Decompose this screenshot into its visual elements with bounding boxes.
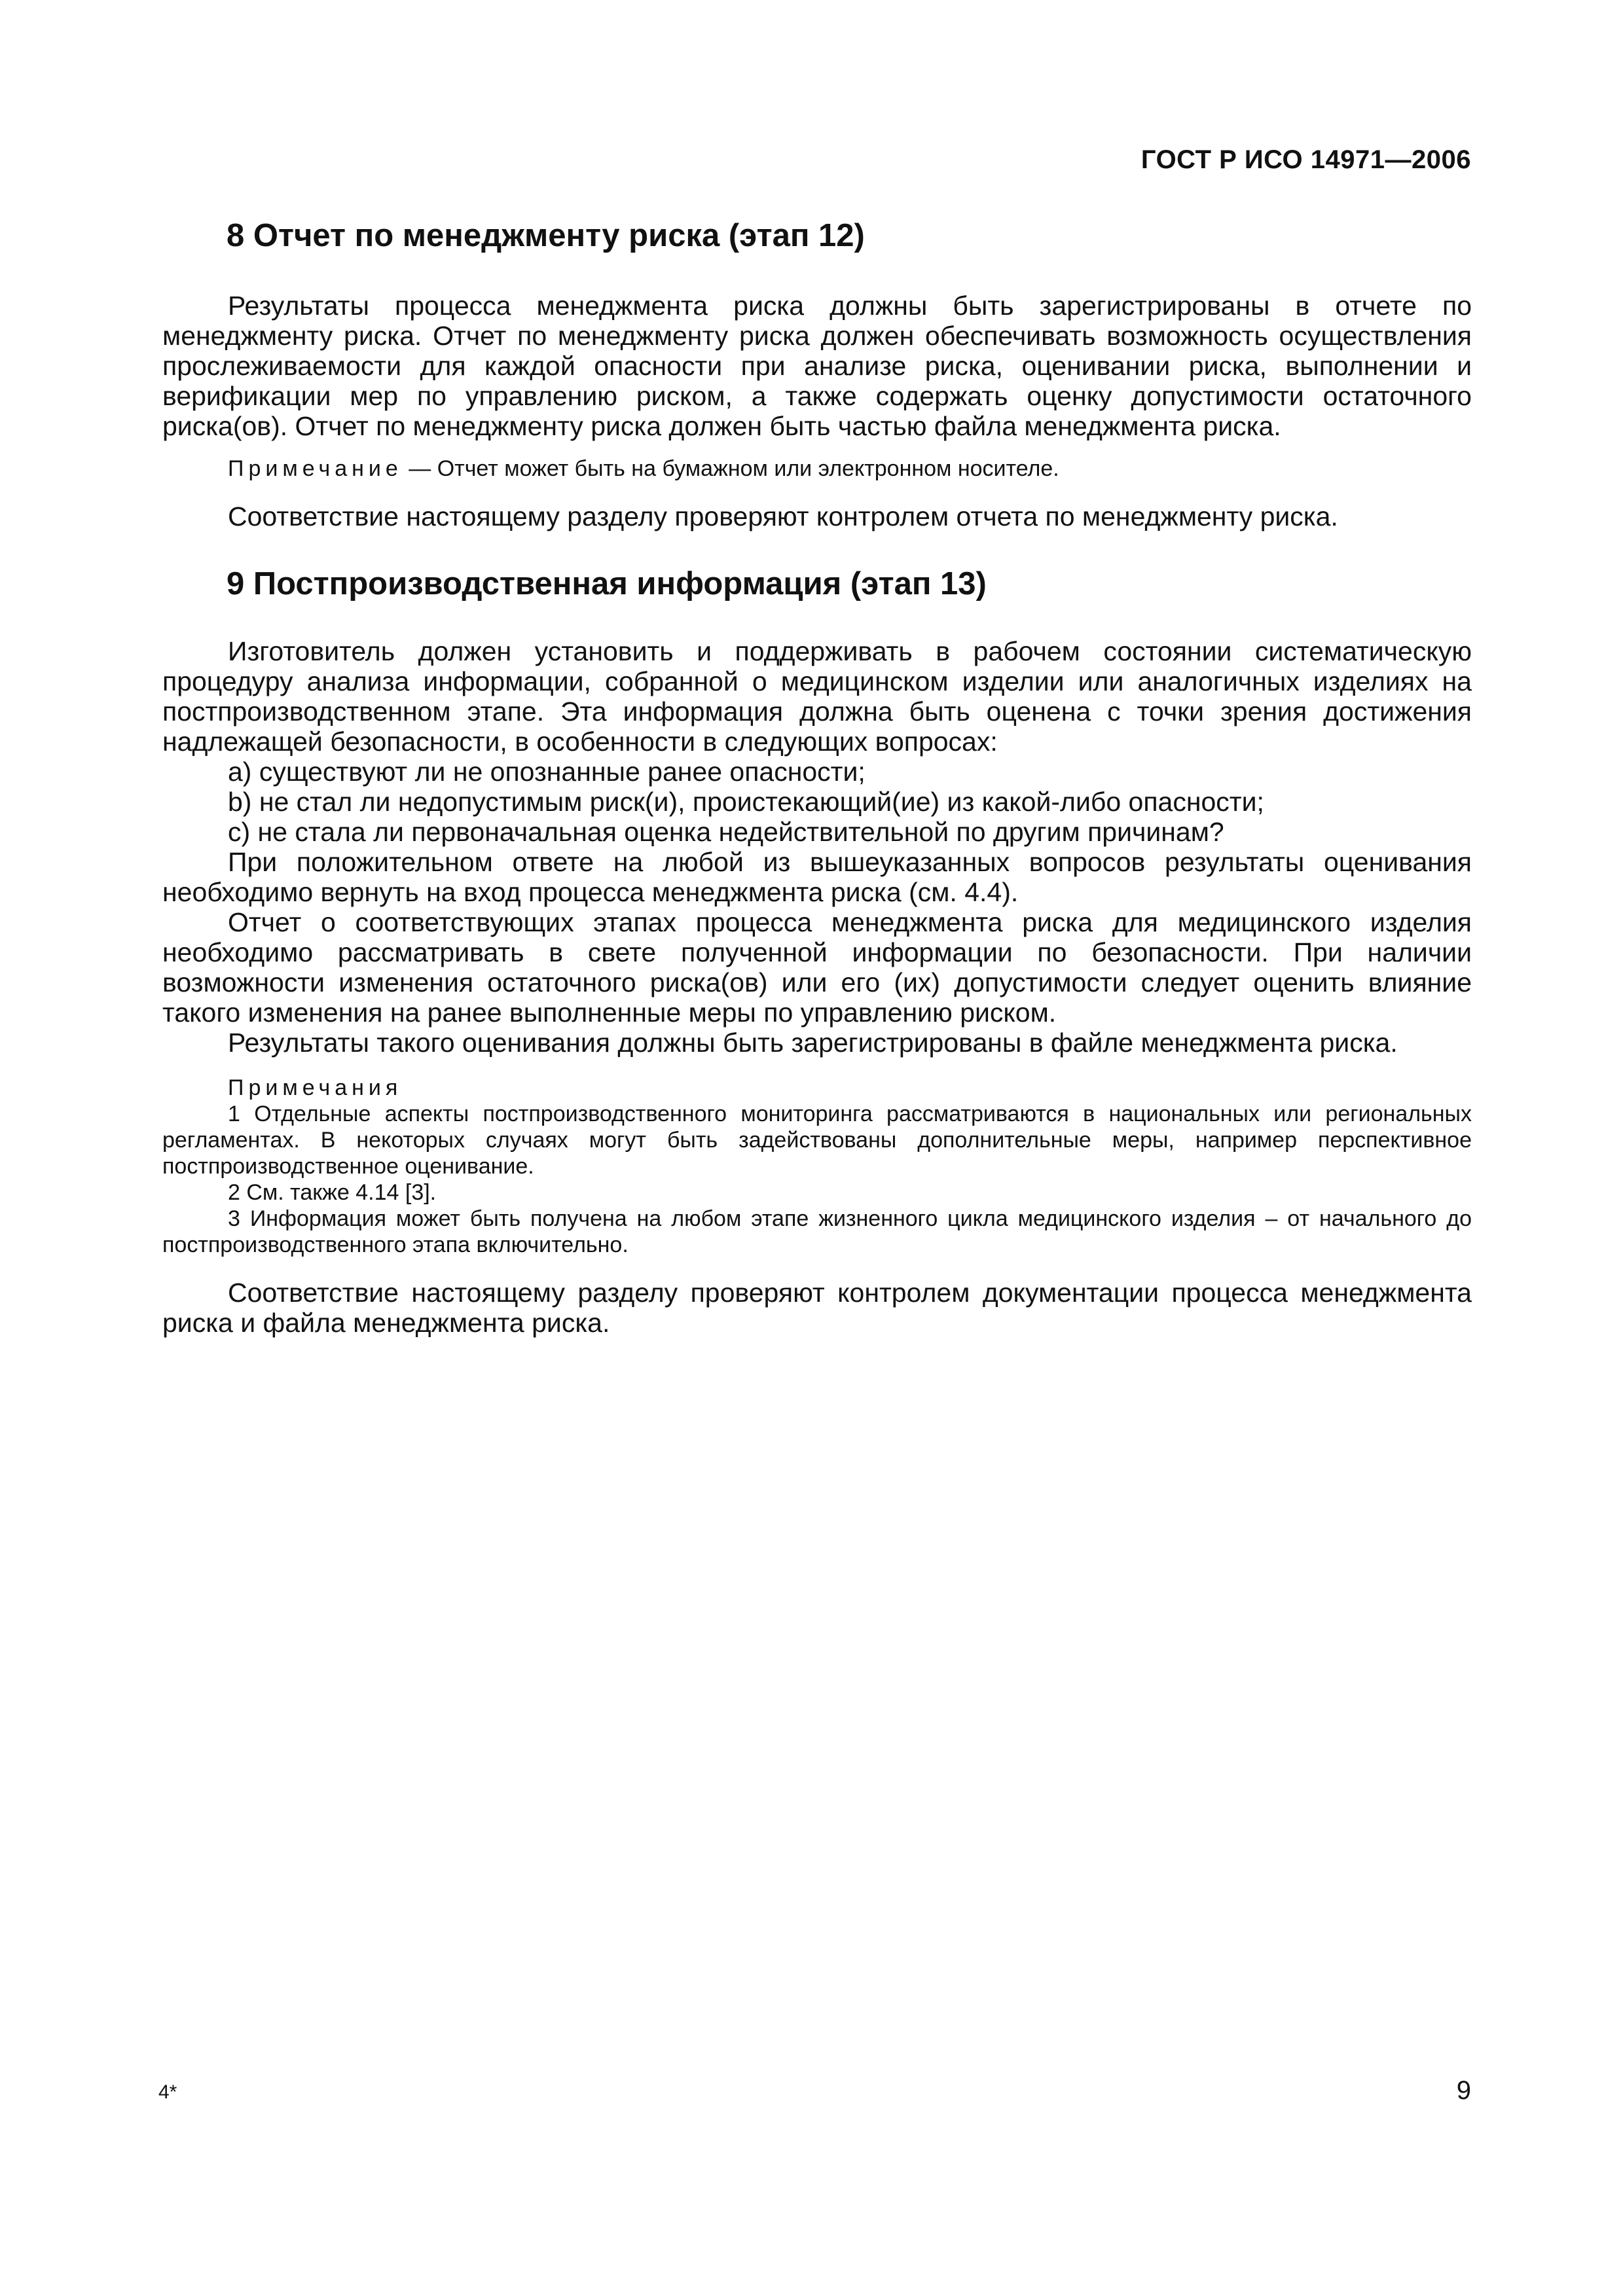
- page-content: [162, 216, 1472, 1338]
- list-item-c: c) не стала ли первоначальная оценка недействительной по другим причинам?: [228, 817, 1224, 847]
- note-label: Примечание: [228, 456, 403, 481]
- list-item-b: b) не стал ли недопустимым риск(и), проистекающий(ие) из какой-либо опасности;: [228, 787, 1264, 817]
- note-3: 3 Информация может быть получена на любом этапе жизненного цикла медицинского изделия – от начального до постпроизводственного этапа включительно.: [162, 1206, 1472, 1257]
- sheet-mark: 4*: [158, 2081, 177, 2103]
- section-9-notes: [162, 1075, 1472, 1258]
- note-1: 1 Отдельные аспекты постпроизводственного мониторинга рассматриваются в национальных или региональных регламентах. В некоторых случаях могут быть задействованы дополнительные меры, например перспективное постпроизводственное оценивание.: [162, 1102, 1472, 1179]
- page-number: 9: [1456, 2076, 1471, 2105]
- section-8-compliance: Соответствие настоящему разделу проверяют контролем отчета по менеджменту риска.: [228, 501, 1338, 531]
- section-9-paragraph-2: При положительном ответе на любой из вышеуказанных вопросов результаты оценивания необходимо вернуть на вход процесса менеджмента риска (см. 4.4).: [162, 847, 1472, 907]
- section-8-paragraph: Результаты процесса менеджмента риска должны быть зарегистрированы в отчете по менеджменту риска. Отчет по менеджменту риска должен обеспечивать возможность осуществления прослеживаемости для каждой опасности при анализе риска, оценивании риска, выполнении и верификации мер по управлению риском, а также содержать оценку допустимости остаточного риска(ов). Отчет по менеджменту риска должен быть частью файла менеджмента риска.: [162, 291, 1472, 441]
- section-9-heading: 9 Постпроизводственная информация (этап 13): [227, 566, 987, 601]
- note-2: 2 См. также 4.14 [3].: [228, 1180, 437, 1205]
- standard-code: ГОСТ Р ИСО 14971—2006: [1140, 145, 1471, 174]
- list-item-a: a) существуют ли не опознанные ранее опасности;: [228, 757, 866, 787]
- note-text: — Отчет может быть на бумажном или электронном носителе.: [402, 456, 1059, 481]
- section-8-heading: 8 Отчет по менеджменту риска (этап 12): [227, 218, 865, 253]
- notes-title: Примечания: [228, 1075, 403, 1100]
- section-9-paragraph-3: Отчет о соответствующих этапах процесса менеджмента риска для медицинского изделия необходимо рассматривать в свете полученной информации по безопасности. При наличии возможности изменения остаточного риска(ов) или его (их) допустимости следует оценить влияние такого изменения на ранее выполненные меры по управлению риском.: [162, 907, 1472, 1028]
- section-9-paragraph-1: Изготовитель должен установить и поддерживать в рабочем состоянии систематическую процедуру анализа информации, собранной о медицинском изделии или аналогичных изделиях на постпроизводственном этапе. Эта информация должна быть оценена с точки зрения достижения надлежащей безопасности, в особенности в следующих вопросах:: [162, 636, 1472, 757]
- section-9-compliance: Соответствие настоящему разделу проверяют контролем документации процесса менеджмента риска и файла менеджмента риска.: [162, 1278, 1472, 1338]
- section-9-paragraph-4: Результаты такого оценивания должны быть зарегистрированы в файле менеджмента риска.: [228, 1028, 1398, 1058]
- section-8-note: [162, 456, 1472, 482]
